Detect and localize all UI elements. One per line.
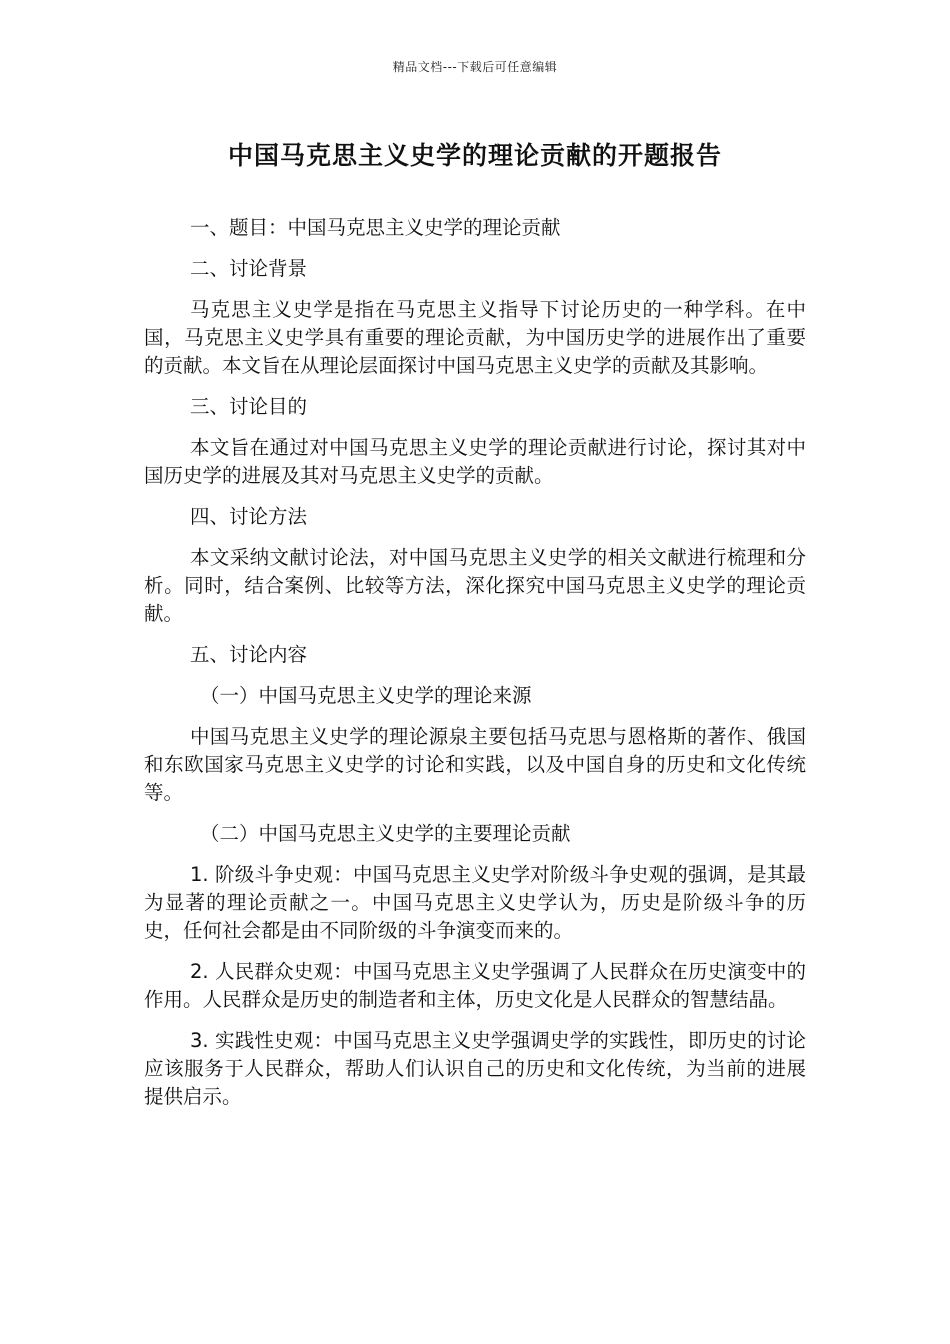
paragraph-sources: 中国马克思主义史学的理论源泉主要包括马克思与恩格斯的著作、俄国和东欧国家马克思主义史学的讨论和实践，以及中国自身的历史和文化传统等。 <box>144 725 806 804</box>
document-title: 中国马克思主义史学的理论贡献的开题报告 <box>227 141 722 170</box>
section-heading-method: 四、讨论方法 <box>190 505 308 528</box>
list-item-practice: 3. 实践性史观：中国马克思主义史学强调史学的实践性，即历史的讨论应该服务于人民群众，帮助人们认识自己的历史和文化传统，为当前的进展提供启示。 <box>144 1029 806 1108</box>
section-heading-topic: 一、题目：中国马克思主义史学的理论贡献 <box>190 216 561 239</box>
paragraph-background: 马克思主义史学是指在马克思主义指导下讨论历史的一种学科。在中国，马克思主义史学具有重要的理论贡献，为中国历史学的进展作出了重要的贡献。本文旨在从理论层面探讨中国马克思主义史学的贡献及其影响。 <box>144 298 806 377</box>
section-heading-background: 二、讨论背景 <box>190 257 308 280</box>
subsection-heading-sources: （一）中国马克思主义史学的理论来源 <box>200 684 532 707</box>
subsection-heading-contributions: （二）中国马克思主义史学的主要理论贡献 <box>200 822 571 845</box>
section-heading-purpose: 三、讨论目的 <box>190 395 308 418</box>
section-heading-content: 五、讨论内容 <box>190 643 308 666</box>
list-item-masses: 2. 人民群众史观：中国马克思主义史学强调了人民群众在历史演变中的作用。人民群众是历史的制造者和主体，历史文化是人民群众的智慧结晶。 <box>144 960 806 1011</box>
list-item-class-struggle: 1. 阶级斗争史观：中国马克思主义史学对阶级斗争史观的强调，是其最为显著的理论贡献之一。中国马克思主义史学认为，历史是阶级斗争的历史，任何社会都是由不同阶级的斗争演变而来的。 <box>144 863 806 942</box>
paragraph-purpose: 本文旨在通过对中国马克思主义史学的理论贡献进行讨论，探讨其对中国历史学的进展及其对马克思主义史学的贡献。 <box>144 436 806 487</box>
paragraph-method: 本文采纳文献讨论法，对中国马克思主义史学的相关文献进行梳理和分析。同时，结合案例、比较等方法，深化探究中国马克思主义史学的理论贡献。 <box>144 546 806 625</box>
document-body <box>144 214 806 1124</box>
header-note: 精品文档---下载后可任意编辑 <box>392 60 558 74</box>
